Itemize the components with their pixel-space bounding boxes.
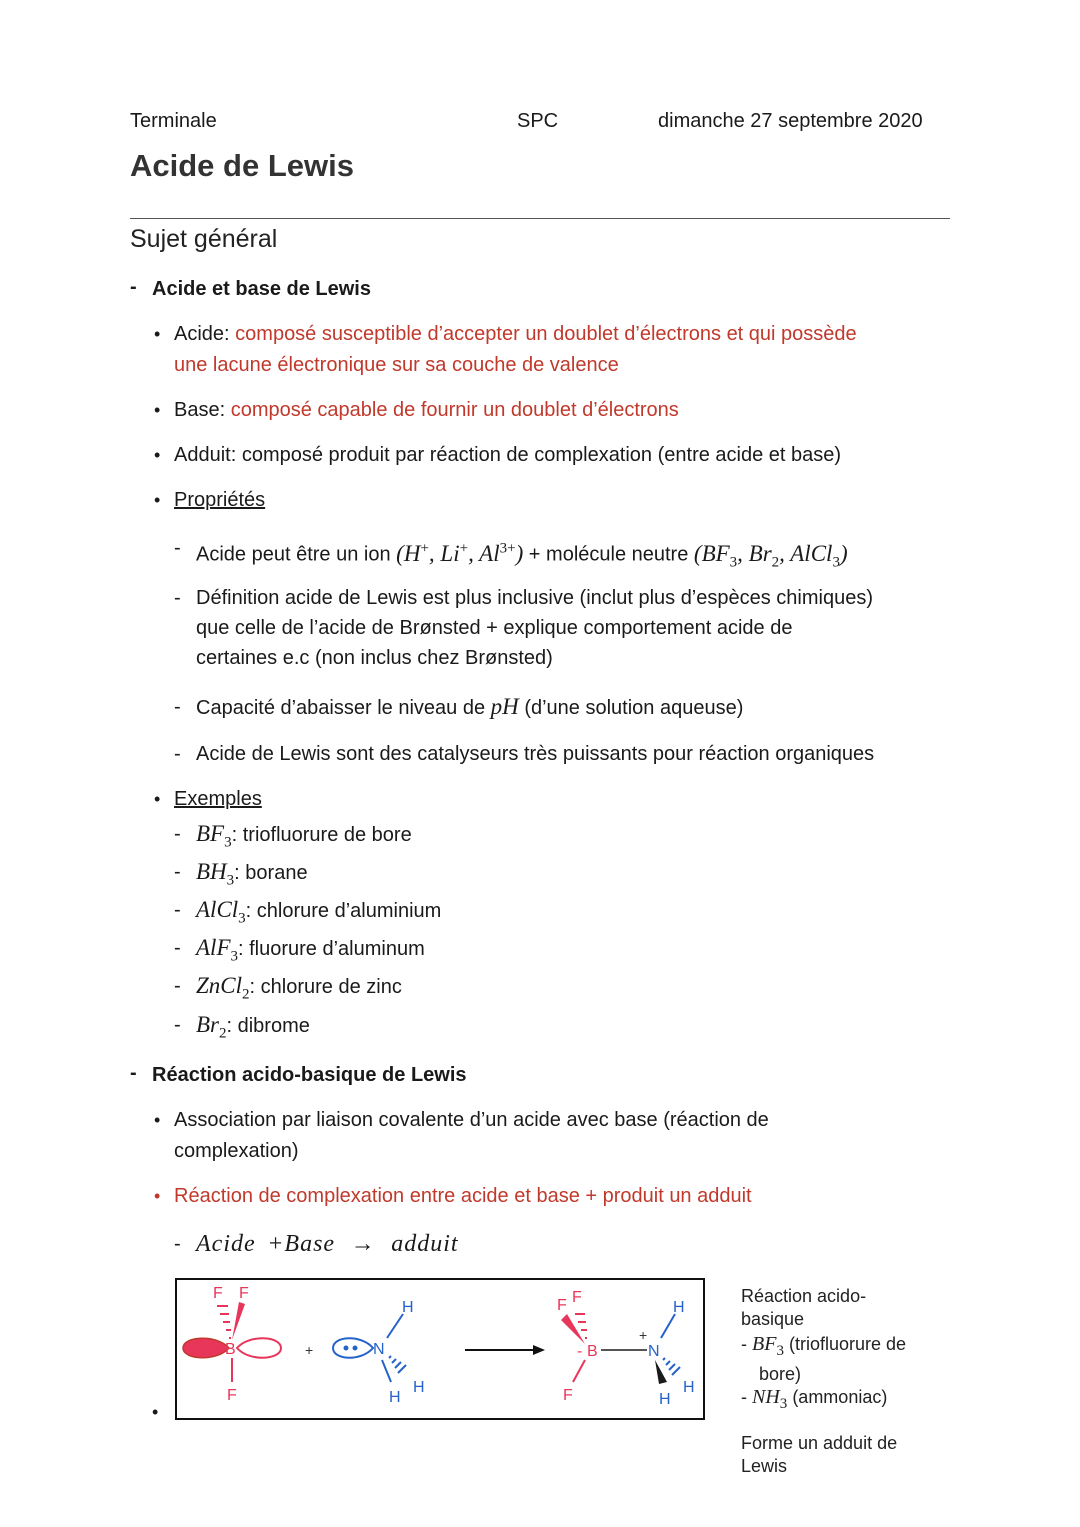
reaction-diagram-svg: [177, 1280, 703, 1418]
item-exemples: • Exemples: [174, 784, 262, 815]
atom-f: F: [557, 1297, 567, 1314]
reaction-diagram: [175, 1278, 705, 1420]
prop-catalyseur: - Acide de Lewis sont des catalyseurs très puissants pour réaction organiques: [174, 743, 875, 765]
hashed-bond: [217, 1306, 231, 1338]
atom-b: B: [587, 1343, 598, 1360]
item-complexation: • Réaction de complexation entre acide et base + produit un adduit: [174, 1181, 752, 1212]
bullet-icon: •: [154, 324, 161, 344]
bf3-molecule: [183, 1285, 281, 1404]
ion-formulas: (H+, Li+, $Al^{3+}$): [396, 540, 524, 566]
bullet-icon: •: [154, 789, 161, 809]
bullet-icon: •: [154, 400, 161, 420]
section-heading: Sujet général: [130, 225, 278, 253]
item-adduit: • Adduit: composé produit par réaction de complexation (entre acide et base): [174, 440, 841, 471]
exemple-bh3: - $BH_3$: borane: [174, 859, 308, 889]
atom-f: F: [572, 1289, 582, 1306]
empty-orbital-icon: [237, 1338, 281, 1358]
bullet-icon: •: [154, 1186, 161, 1206]
prop-definition: - Définition acide de Lewis est plus inclusive (inclut plus d’espèces chimiques) que celle de l’acide de Brønsted + explique comportement acide de certaines e.c (non inclus chez Brønsted): [174, 587, 874, 669]
atom-n: N: [373, 1341, 385, 1358]
atom-h: H: [673, 1299, 685, 1316]
exemple-zncl2: - ZnCl$_2$: chlorure de zinc: [174, 973, 402, 1003]
exemple-alf3: - AlF$_3$: fluorure d’aluminum: [174, 935, 425, 965]
exemple-br2: - $Br_2$: dibrome: [174, 1012, 310, 1042]
bullet-icon: •: [154, 1110, 161, 1130]
plus-sign: +: [305, 1342, 314, 1358]
atom-f: F: [563, 1387, 573, 1404]
charge-plus: +: [639, 1327, 648, 1343]
side-note-nh3: - $NH_3$ (ammoniac): [741, 1386, 888, 1412]
heading-acide-base: - Acide et base de Lewis: [130, 276, 371, 300]
reaction-arrow-icon: [465, 1345, 545, 1355]
bullet-icon: •: [154, 445, 161, 465]
electron-dot-icon: [353, 1346, 358, 1351]
heading-reaction: - Réaction acido-basique de Lewis: [130, 1062, 467, 1086]
side-note-adduit: Forme un adduit de Lewis: [741, 1433, 898, 1476]
wedge-bond: [655, 1360, 667, 1384]
equation-line: - Acide +Base → adduit: [174, 1231, 459, 1257]
atom-h: H: [683, 1379, 695, 1396]
atom-f: F: [213, 1285, 223, 1302]
item-acide: • Acide: composé susceptible d’accepter un doublet d’électrons et qui possède une lacune électronique sur sa couche de valence: [174, 319, 954, 381]
header-date: dimanche 27 septembre 2020: [658, 110, 923, 132]
exemple-bf3: - $BF_3$: triofluorure de bore: [174, 821, 412, 851]
header-subject-level: Terminale: [130, 110, 217, 132]
electron-dot-icon: [344, 1346, 349, 1351]
bond-line: [387, 1314, 403, 1338]
side-note-reaction: Réaction acido- basique: [741, 1286, 867, 1329]
atom-n: N: [648, 1343, 660, 1360]
molecule-formulas: ($BF_3$, $Br_2$, AlCl$_3$): [693, 540, 848, 571]
charge-minus: -: [577, 1343, 583, 1360]
item-base: • Base: composé capable de fournir un doublet d’électrons: [174, 395, 679, 426]
side-note-bf3: - $BF_3$ (triofluorure de bore): [741, 1333, 907, 1384]
bond-line: [573, 1360, 585, 1382]
page-title: Acide de Lewis: [130, 148, 354, 183]
nh3-molecule: [333, 1299, 425, 1406]
orbital-lobe-icon: [183, 1338, 229, 1358]
exemple-alcl3: - AlCl$_3$: chlorure d’aluminium: [174, 897, 442, 927]
prop-ion: - Acide peut être un ion (H+, Li+, $Al^{3+}$) + molécule neutre ($BF_3$, $Br_2$, AlCl$_3$): [174, 537, 848, 571]
atom-h: H: [659, 1391, 671, 1408]
bullet-icon: •: [154, 490, 161, 510]
atom-f: F: [227, 1387, 237, 1404]
item-proprietes: • Propriétés: [174, 485, 265, 516]
bullet-icon: •: [152, 1402, 159, 1422]
header-course: SPC: [517, 110, 559, 132]
bond-line: [661, 1314, 675, 1338]
atom-h: H: [413, 1379, 425, 1396]
item-association: • Association par liaison covalente d’un acide avec base (réaction de complexation): [174, 1105, 934, 1167]
hashed-bond: [389, 1356, 406, 1373]
atom-h: H: [389, 1389, 401, 1406]
adduct-molecule: [557, 1289, 695, 1408]
bond-line: [382, 1360, 391, 1382]
atom-h: H: [402, 1299, 414, 1316]
wedge-bond: [232, 1302, 245, 1340]
hashed-bond: [663, 1358, 680, 1375]
title-divider: [130, 218, 950, 219]
atom-b: B: [225, 1341, 236, 1358]
prop-ph: - Capacité d’abaisser le niveau de pH (d’une solution aqueuse): [174, 694, 744, 719]
atom-f: F: [239, 1285, 249, 1302]
